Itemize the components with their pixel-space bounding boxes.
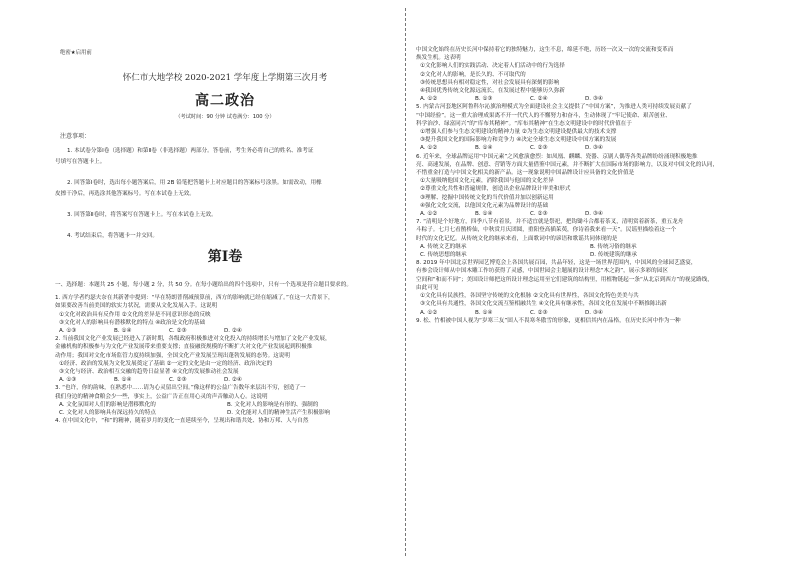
question-text: “中国经验”。这一重大治理成果离不开一代代人的不懈努力和奋斗，生动体现了“牢记使命、艰苦创业、	[416, 112, 671, 119]
question-4	[55, 417, 395, 425]
subject-title: 高二政治	[195, 93, 255, 109]
option-a[interactable]: A. ①③	[59, 328, 77, 335]
question-2	[55, 335, 395, 384]
question-item: ④强化文化交流，以他国文化元素为品牌设计的基础	[420, 202, 549, 209]
section-title: 第Ⅰ卷	[207, 249, 243, 265]
option-a[interactable]: A. ①②	[420, 145, 438, 152]
question-text: 1. 西方学者约瑟夫奈在其新著中提到：“早在特朗普削减预算前，西方的影响就已经在缩减了。”在这一大背景下，	[55, 295, 334, 302]
question-text: 斗粽子。七月七看鹊桥仙，中秋赏月庆团圆，重阳登高插茱萸，你诗着我来看一天”。民谣里描绘着这一个	[416, 227, 677, 234]
question-9	[416, 317, 762, 325]
question-1	[55, 294, 395, 335]
question-6	[416, 153, 762, 219]
answer-options	[416, 144, 762, 152]
question-5	[416, 103, 762, 152]
question-item: ①文化对政治具有反作用 ②文化的差异是不同意识形态的反映	[59, 311, 211, 318]
question-item: ③文化与经济、政治相互交融的趋势日益显著 ④文化的发展推动社会发展	[59, 369, 239, 376]
question-item: ③理解、挖掘中国传统文化的当代价值并加以创新运用	[420, 194, 554, 201]
question-7	[416, 218, 762, 259]
notes-title: 注意事项：	[60, 133, 91, 140]
question-item: ③文化具有共通性，各国文化交流互鉴相融共生 ④文化具有继承性，各国文化在发展中不断推陈出新	[420, 301, 667, 308]
note-line: 4. 考试结束后，将答题卡一并交回。	[67, 233, 159, 239]
option-d[interactable]: D. ②④	[224, 377, 242, 384]
option-d[interactable]: D. ③④	[585, 96, 603, 103]
option-a[interactable]: A. 传统文艺的继承	[420, 243, 467, 250]
option-c[interactable]: C. ②③	[169, 377, 187, 384]
left-column	[55, 0, 395, 562]
question-3	[55, 384, 395, 417]
answer-options	[55, 327, 395, 335]
option-b[interactable]: B. ①④	[475, 309, 493, 316]
note-line: 2. 回答第Ⅰ卷时，选出每小题答案后，用 2B 铅笔把答题卡上对应题目的答案标号涂黑。如需改动，用橡	[67, 180, 322, 186]
question-text: 有参会设计师从中国木雕工作坊获得了灵感，中国世园会主题展的设计理念“木之韵”，展示多彩的园区	[416, 268, 668, 275]
option-d[interactable]: D. ③④	[585, 145, 603, 152]
answer-options	[55, 401, 395, 409]
option-c[interactable]: C. ②④	[530, 96, 548, 103]
question-item: ①文化具有民族性，各国坚守传统的文化根脉 ②文化具有世界性，各国文化特色美美与共	[420, 293, 639, 300]
question-item: ③文化对人的影响具有潜移默化的特点 ④政治是文化的基础	[59, 319, 206, 326]
option-a[interactable]: A. ①②	[420, 309, 438, 316]
option-a[interactable]: A. ①②	[420, 211, 438, 218]
note-line: 3. 回答第Ⅱ卷时，将答案写在答题卡上。写在本试卷上无效。	[67, 212, 217, 218]
answer-options	[416, 210, 762, 218]
option-b[interactable]: B. ①④	[114, 328, 132, 335]
school-title: 怀仁市大地学校 2020-2021 学年度上学期第三次月考	[122, 73, 328, 83]
question-item: ①大量吸纳他国文化元素，消除我国与他国的文化差异	[420, 178, 554, 185]
answer-options	[416, 243, 762, 251]
question-text: 科学治沙、绿富同兴”的“库布其精神”。“库布其精神”在生态文明建设中的时代价值在于	[416, 120, 632, 127]
note-line: 皮擦干净后，再选涂其他答案标号。写在本试卷上无效。	[55, 191, 195, 197]
question-text: 如果要改善当前美国的软实力状况，需要从文化发展入手。这说明	[55, 303, 218, 310]
option-c[interactable]: C. ②③	[530, 211, 548, 218]
question-text: 金融机构的积极参与为文化产业发展带来重要支撑；直接融资规模的不断扩大对文化产业发展起到积极推	[55, 344, 313, 351]
question-item: ④我国优秀传统文化源远流长，在发展过程中能够历久弥新	[420, 88, 565, 95]
option-b[interactable]: B. 文化对人的影响是有形的、强制的	[227, 401, 319, 408]
option-d[interactable]: D. ③④	[585, 309, 603, 316]
question-text: 2. 当前我国文化产业发展已经进入了新时期，各级政府积极推进对文化投入的持续增长与增加了文化产业发展，	[55, 336, 331, 343]
answer-options	[416, 251, 762, 259]
question-text: 我们身边的精神食粮会少一些，事实上，公益广告正在用心灵的声音触动人心。这说明	[55, 393, 268, 400]
question-text: 时代的文化记忆。从传统文化的继承来看，上面歌词中的谚语和歌谣共同体现的是	[416, 235, 618, 242]
option-c[interactable]: C. ②③	[169, 328, 187, 335]
question-item: ②文化对人的影响，是长久的、不可取代的	[420, 71, 526, 78]
notes-list	[55, 146, 395, 242]
option-c[interactable]: C. 文化对人的影响具有深远持久的特点	[59, 410, 156, 417]
option-d[interactable]: D. 文化能对人们的精神生活产生积极影响	[227, 410, 330, 417]
section-instruction: 一、选择题：本题共 25 小题，每小题 2 分，共 50 分。在每小题给出的四个选项中，只有一个选项是符合题目要求的。	[55, 282, 352, 288]
question-text: 由此可见	[416, 284, 439, 291]
option-a[interactable]: A. 文化氛围对人们的影响是潜移默化的	[59, 401, 156, 408]
option-d[interactable]: D. ②④	[224, 328, 242, 335]
answer-options	[55, 376, 395, 384]
question-text: 不惜重金打造与中国文化相关的新产品。这一现象说明中国品牌设计应具备的文化价值是	[416, 170, 635, 177]
option-c[interactable]: C. ②③	[530, 309, 548, 316]
answer-options	[416, 309, 762, 317]
left-questions	[55, 281, 395, 425]
option-b[interactable]: B. ①④	[475, 211, 493, 218]
secret-mark: 绝密★启用前	[60, 50, 92, 56]
question-text: 7. “清明是个好地方，四季八节有着景，并不适宜就是祭祀，把钩锄斗合都着茶叉，清明赏着新茶，重五龙舟	[416, 219, 684, 226]
right-questions	[416, 46, 762, 325]
exam-info: （考试时间：90 分钟 试卷满分：100 分）	[175, 114, 275, 120]
option-b[interactable]: B. ①③	[475, 96, 493, 103]
question-text: 4. 在中国文化中，“和”的精神，随着岁月的变化一直延续至今，呈现出和谐共处、协和万邦、人与自然	[55, 418, 309, 425]
option-b[interactable]: B. 传统习俗的继承	[590, 243, 637, 250]
question-8	[416, 259, 762, 316]
right-column	[416, 0, 762, 562]
question-item: ③提升我国文化的国际影响力和竞争力 ④决定全球生态文明建设中国方案的发展	[420, 137, 617, 144]
question-item: ②尊重文化共性和普遍规律，创造出企业品牌设计审美和形式	[420, 186, 571, 193]
question-text: 8. 2019 年中国北京世界园艺博览会上各国共展百园，共品年轻，这是一场世界范围内，中国风的全球园艺盛宴，	[416, 260, 697, 267]
question-item: ①经济、政治的发展为文化发展奠定了基础 ②一定的文化是由一定的经济、政治决定的	[59, 360, 273, 367]
question-text: 中国文化始终在历史长河中保持着它的独特魅力，这生不息，绵延不绝，历经一次又一次的交流和变革而	[416, 47, 674, 53]
answer-options	[416, 95, 762, 103]
question-text: 5. 内蒙古河套地区阿鲁科尔沁旗治理模式为全面建设社会主义提供了“中国方案”，为推进人类可持续发展贡献了	[416, 104, 692, 111]
option-b[interactable]: B. ①④	[475, 145, 493, 152]
option-d[interactable]: D. 传统建筑的继承	[590, 252, 638, 259]
note-line: 1. 本试卷分第Ⅰ卷（选择题）和第Ⅱ卷（非选择题）两部分。答卷前，考生务必将自己的姓名、准考证	[67, 148, 314, 154]
question-item: ①文化影响人们的实践活动、决定着人们活动中的行为选择	[420, 63, 565, 70]
option-a[interactable]: A. ①②	[420, 96, 438, 103]
question-text: 动作用；我国对文化市场监管力度持续加强，全国文化产业发展呈现出蓬勃发展的态势。这说明	[55, 352, 290, 359]
question-item: ③传统思想具有相对稳定性，对社会发展具有深刻的影响	[420, 79, 560, 86]
column-divider	[405, 8, 406, 556]
option-a[interactable]: A. ①③	[59, 377, 77, 384]
note-line: 号填写在答题卡上。	[55, 159, 106, 165]
question-text: 3. “也许，你的韵味，在熟悉中……请为心灵留出空间。”像这样的公益广告数年来层出不穷，创造了一	[55, 385, 306, 392]
option-c[interactable]: C. 传统思想的继承	[420, 252, 467, 259]
option-b[interactable]: B. ①④	[114, 377, 132, 384]
question-text: 焕发生机。这表明	[416, 55, 461, 62]
question-4-continued	[416, 46, 762, 103]
question-text: 亮、高速发展，在品牌、创意、营销等方面大量借鉴中国元素，并不断扩大在国际市场的影响力，以及对中国文化的认同，	[416, 161, 719, 168]
answer-options	[55, 409, 395, 417]
question-text: 9. 松、竹相被中国人视为“岁寒三友”固人不畏寒冬傲雪的形象，更相信其内在品格，在历史长河中作为一种	[416, 317, 681, 324]
option-c[interactable]: C. ②③	[530, 145, 548, 152]
question-text: 6. 近年来，全球品牌运用“中国元素”之风愈演愈烈：如凤凰、麒麟、瓷器、京剧人偶等各类品牌纷纷涌现积极地推	[416, 153, 698, 160]
question-text: 空间和“和而不同”；美国设计师把这所设计理念运用至它们建筑的结构里，用植物链起一条“从北京到西方”的视觉路线，	[416, 276, 713, 283]
question-item: ①增强人们参与生态文明建设的精神力量 ②为生态文明建设提供最大的技术支撑	[420, 129, 617, 136]
option-d[interactable]: D. ③④	[585, 211, 603, 218]
